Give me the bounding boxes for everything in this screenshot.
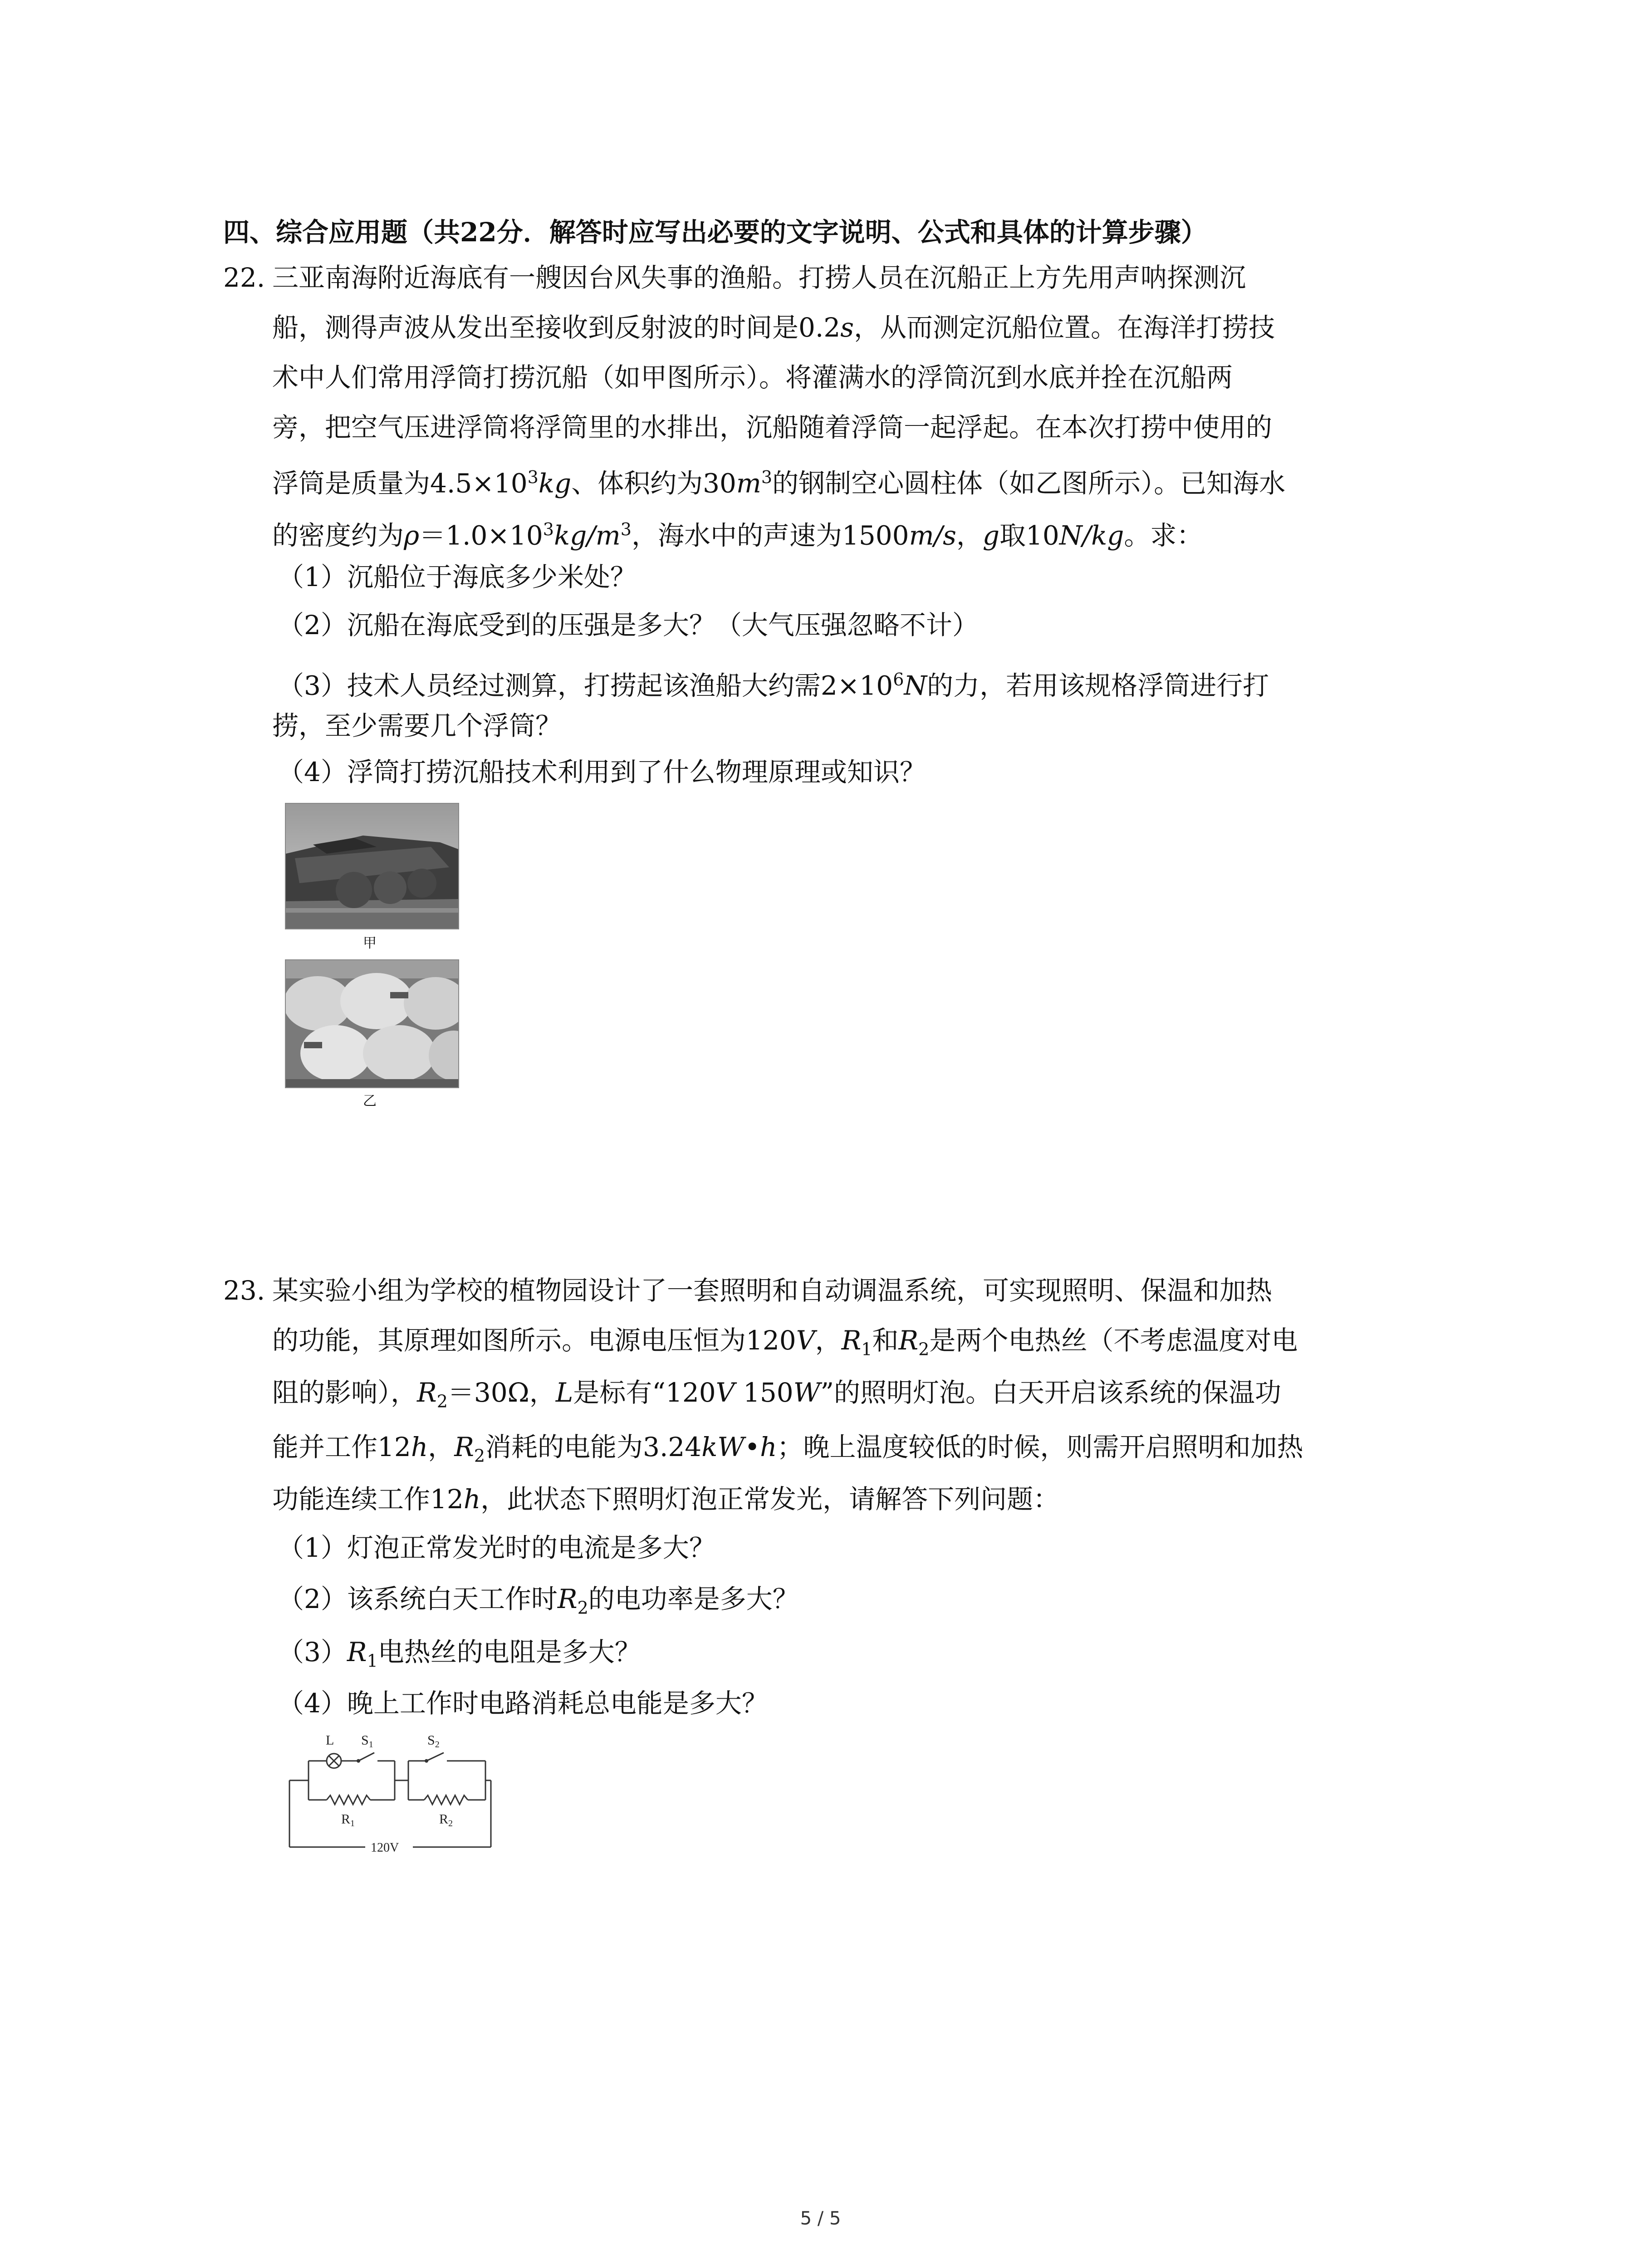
q22-line-1: 三亚南海附近海底有一艘因台风失事的渔船。打捞人员在沉船正上方先用声呐探测沉 bbox=[272, 262, 1246, 293]
q22-sub-2: （2）沉船在海底受到的压强是多大？（大气压强忽略不计） bbox=[278, 610, 979, 640]
question-23-number: 23. bbox=[223, 1275, 265, 1306]
label-L: L bbox=[326, 1733, 334, 1748]
label-S2: $S_2$ bbox=[427, 1733, 440, 1750]
q22-sub-4: （4）浮筒打捞沉船技术利用到了什么物理原理或知识？ bbox=[278, 757, 926, 787]
q23-sub-1: （1）灯泡正常发光时的电流是多大？ bbox=[278, 1532, 715, 1563]
switch-s1-icon bbox=[357, 1759, 360, 1763]
label-R2: $R_2$ bbox=[439, 1812, 453, 1828]
q22-line-4: 旁，把空气压进浮筒将浮筒里的水排出，沉船随着浮筒一起浮起。在本次打捞中使用的 bbox=[272, 412, 1273, 443]
q22-sub-1: （1）沉船位于海底多少米处？ bbox=[278, 562, 637, 592]
switch-s2-icon bbox=[425, 1759, 428, 1763]
q23-sub-4: （4）晚上工作时电路消耗总电能是多大？ bbox=[278, 1688, 768, 1719]
q22-line-2: 船，测得声波从发出至接收到反射波的时间是0.2s，从而测定沉船位置。在海洋打捞技 bbox=[272, 312, 1275, 343]
circuit-diagram bbox=[281, 1728, 495, 1864]
lamp-icon bbox=[327, 1754, 341, 1768]
page-number: 5 / 5 bbox=[800, 2208, 841, 2229]
q23-line-1: 某实验小组为学校的植物园设计了一套照明和自动调温系统，可实现照明、保温和加热 bbox=[272, 1275, 1273, 1306]
figure-yi-photo bbox=[285, 959, 459, 1088]
buoy-cylinders-image bbox=[286, 960, 458, 1087]
figure-jia-photo bbox=[285, 803, 459, 929]
q23-sub-3: $(3)R_1$电热丝的电阻是多大？ bbox=[278, 1637, 641, 1671]
label-R1: $R_1$ bbox=[341, 1812, 355, 1828]
q22-line-5: 浮筒是质量为$4.5\times 10^3kg$、体积约为$30m^3$的钢制空心圆柱体（如乙图所示）。已知海水 bbox=[272, 467, 1286, 499]
q23-sub-2: （2）该系统白天工作时$R_2$的电功率是多大？ bbox=[278, 1584, 799, 1618]
q23-line-5: 功能连续工作12h，此状态下照明灯泡正常发光，请解答下列问题： bbox=[272, 1484, 1060, 1515]
figure-yi-caption: 乙 bbox=[363, 1093, 377, 1109]
question-22-number: 22. bbox=[223, 262, 265, 293]
q22-sub-3-cont: 捞，至少需要几个浮筒？ bbox=[272, 710, 562, 741]
q23-line-2: 的功能，其原理如图所示。电源电压恒为120V，$R_1$和$R_2$是两个电热丝（不考虑温度对电 bbox=[272, 1325, 1298, 1359]
label-voltage: 120V bbox=[371, 1841, 399, 1855]
figure-jia-caption: 甲 bbox=[363, 935, 377, 951]
q23-line-3: 阻的影响），$R_2=30\Omega$，L是标有“120V 150W”的照明灯泡。白天开启该系统的保温功 bbox=[272, 1377, 1281, 1412]
section-heading: 四、综合应用题（共22分．解答时应写出必要的文字说明、公式和具体的计算步骤） bbox=[223, 217, 1207, 248]
q23-line-4: 能并工作12h，$R_2$消耗的电能为3.24kW•h；晚上温度较低的时候，则需开启照明和加热 bbox=[272, 1432, 1303, 1466]
salvage-boat-image bbox=[286, 804, 458, 929]
label-S1: $S_1$ bbox=[361, 1733, 373, 1750]
q22-line-6: 的密度约为$\rho=1.0\times 10^3kg/m^3$，海水中的声速为1500m/s，g取10N/kg。求： bbox=[272, 519, 1203, 551]
q22-sub-3: （3）技术人员经过测算，打捞起该渔船大约需$2\times 10^6N$的力，若用该规格浮筒进行打 bbox=[278, 670, 1269, 701]
q22-line-3: 术中人们常用浮筒打捞沉船（如甲图所示）。将灌满水的浮筒沉到水底并拴在沉船两 bbox=[272, 362, 1233, 393]
